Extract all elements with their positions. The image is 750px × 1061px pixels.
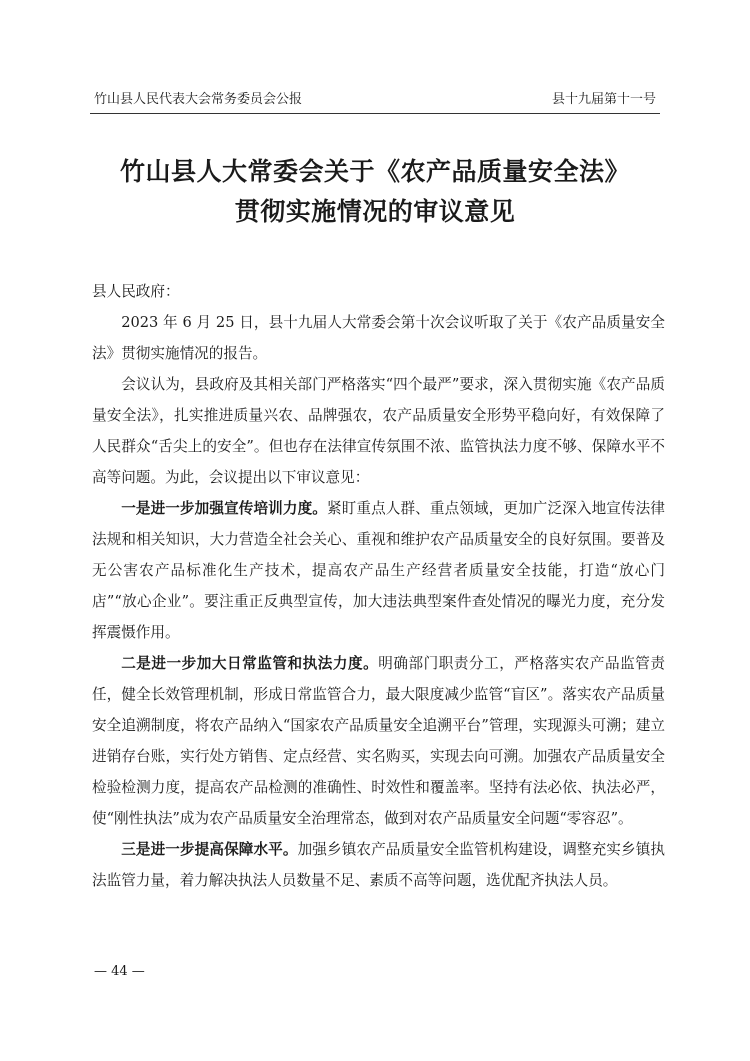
title-line-2: 贯彻实施情况的审议意见 (234, 197, 516, 226)
page-header (94, 88, 656, 112)
gazette-name: 竹山县人民代表大会常务委员会公报 (94, 92, 303, 107)
paragraph-4-lead: 二是进一步加大日常监管和执法力度。 (121, 655, 379, 672)
document-body (92, 276, 665, 896)
paragraph-5 (92, 834, 665, 896)
paragraph-3 (92, 493, 665, 648)
salutation: 县人民政府： (92, 283, 180, 300)
paragraph-3-lead: 一是进一步加强宣传培训力度。 (121, 500, 327, 517)
paragraph-4-text: 明确部门职责分工，严格落实农产品监管责任，健全长效管理机制，形成日常监管合力，最大限度减少监管“盲区”。落实农产品质量安全追溯制度，将农产品纳入“国家农产品质量安全追溯平台”管理，实现源头可溯；建立进销存台账，实行处方销售、定点经营、实名购买，实现去向可溯。加强农产品质量安全检验检测力度，提高农产品检测的准确性、时效性和覆盖率。坚持有法必依、执法必严，使“刚性执法”成为农产品质量安全治理常态，做到对农产品质量安全问题“零容忍”。 (92, 655, 665, 827)
paragraph-2: 会议认为，县政府及其相关部门严格落实“四个最严”要求，深入贯彻实施《农产品质量安全法》，扎实推进质量兴农、品牌强农，农产品质量安全形势平稳向好，有效保障了人民群众“舌尖上的安全”。但也存在法律宣传氛围不浓、监管执法力度不够、保障水平不高等问题。为此，会议提出以下审议意见： (92, 376, 665, 486)
title-line-1: 竹山县人大常委会关于《农产品质量安全法》 (119, 157, 630, 186)
header-rule (90, 113, 660, 114)
paragraph-5-text: 加强乡镇农产品质量安全监管机构建设，调整充实乡镇执法监管力量，着力解决执法人员数量不足、素质不高等问题，选优配齐执法人员。 (92, 841, 665, 889)
paragraph-5-lead: 三是进一步提高保障水平。 (121, 841, 298, 858)
document-title (80, 152, 670, 232)
page-number: — 44 — (94, 964, 145, 979)
paragraph-4 (92, 648, 665, 834)
paragraph-3-text: 紧盯重点人群、重点领域，更加广泛深入地宣传法律法规和相关知识，大力营造全社会关心、重视和维护农产品质量安全的良好氛围。要普及无公害农产品标准化生产技术，提高农产品生产经营者质量安全技能，打造“放心门店”“放心企业”。要注重正反典型宣传，加大违法典型案件查处情况的曝光力度，充分发挥震慑作用。 (92, 500, 665, 641)
paragraph-1: 2023 年 6 月 25 日，县十九届人大常委会第十次会议听取了关于《农产品质量安全法》贯彻实施情况的报告。 (92, 314, 665, 362)
issue-number: 县十九届第十一号 (551, 92, 656, 107)
